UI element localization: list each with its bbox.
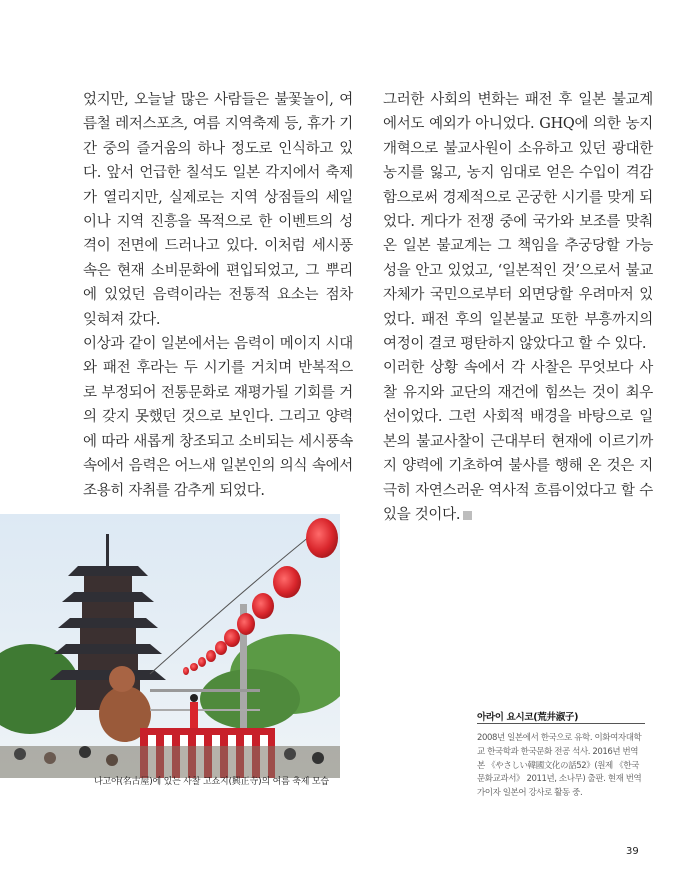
body-paragraph: 그러한 사회의 변화는 패전 후 일본 불교계에서도 예외가 아니었다. GHQ에 의한 농지개혁으로 불교사원이 소유하고 있던 광대한 농지를 잃고, 농지 임대로 얻은 수입이 격감함으로써 경제적으로 곤궁한 시기를 맞게 되었다. 게다가 전쟁 중에 국가와 보조를 맞춰 온 일본 불교계는 그 책임을 추궁당할 가능성을 안고 있었고, ‘일본적인 것’으로서 불교 자체가 국민으로부터 외면당할 우려마저 있었다. 패전 후의 일본불교 또한 부흥까지의 여정이 결코 평탄하지 않았다고 할 수 있다. — [383, 92, 653, 353]
page-number: 39 — [626, 846, 639, 857]
body-paragraph: 었지만, 오늘날 많은 사람들은 불꽃놀이, 여름철 레저스포츠, 여름 지역축제 등, 휴가 기간 중의 즐거움의 하나 정도로 인식하고 있다. 앞서 언급한 칠석도 일본 각지에서 축제가 열리지만, 실제로는 지역 상점들의 세일이나 지역 진흥을 목적으로 한 이벤트의 성격이 전면에 드러나고 있다. 이처럼 세시풍속은 현재 소비문화에 편입되었고, 그 뿌리에 있었던 음력이라는 전통적 요소는 점차 잊혀져 갔다. — [83, 92, 353, 328]
author-divider — [477, 723, 645, 724]
end-mark-icon — [463, 511, 472, 520]
festival-photo — [0, 514, 340, 778]
author-box — [477, 697, 645, 801]
body-paragraph-text: 이러한 상황 속에서 각 사찰은 무엇보다 사찰 유지와 교단의 재건에 힘쓰는 것이 최우선이었다. 그런 사회적 배경을 바탕으로 일본의 불교사찰이 근대부터 현재에 이르기까지 양력에 기초하여 불사를 행해 온 것은 지극히 자연스러운 역사적 흐름이었다고 할 수 있을 것이다. — [383, 360, 653, 523]
body-paragraph-last — [383, 356, 653, 527]
temple-festival-illustration — [0, 514, 340, 778]
left-text-column — [83, 88, 353, 503]
photo-caption: 나고야(名古屋)에 있는 사찰 고쇼지(興正寺)의 여름 축제 모습 — [94, 777, 329, 787]
author-name: 아라이 요시코(荒井淑子) — [477, 712, 579, 723]
right-text-column — [383, 88, 653, 527]
author-bio: 2008년 일본에서 한국으로 유학. 이화여자대학교 한국학과 한국문화 전공 석사. 2016년 번역본 《やさしい韓國文化の話52》(원제 《한국문화교과서》 2011년, 소나무) 출판. 현재 번역가이자 일본어 강사로 활동 중. — [477, 733, 642, 799]
body-paragraph: 이상과 같이 일본에서는 음력이 메이지 시대와 패전 후라는 두 시기를 거치며 반복적으로 부정되어 전통문화로 재평가될 기회를 거의 갖지 못했던 것으로 보인다. 그리고 양력에 따라 새롭게 창조되고 소비되는 세시풍속 속에서 음력은 어느새 일본인의 의식 속에서 조용히 자취를 감추게 되었다. — [83, 336, 353, 499]
